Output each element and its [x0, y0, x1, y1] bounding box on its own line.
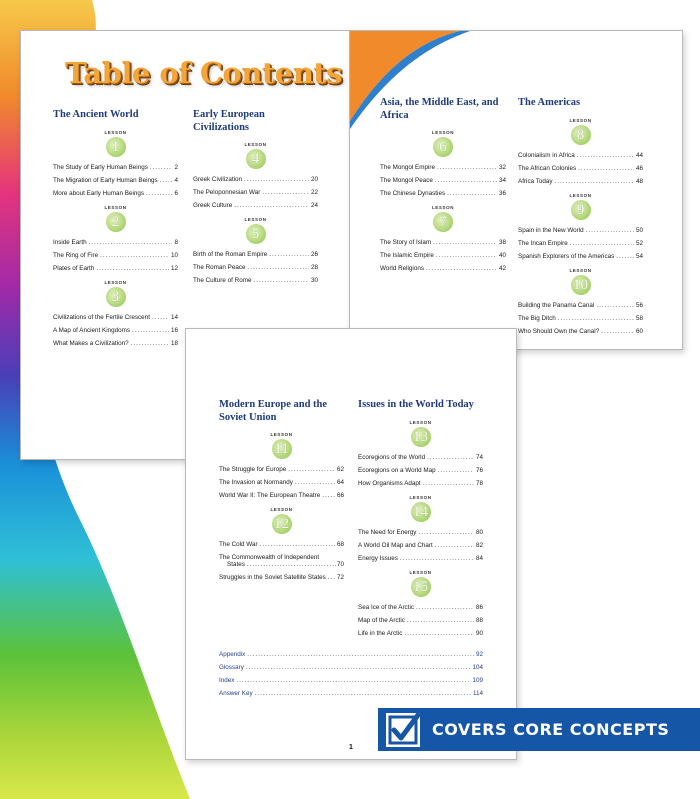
entry-title: Who Should Own the Canal? [518, 327, 600, 335]
entry-page: 32 [498, 164, 506, 172]
entry-page: 92 [475, 651, 483, 658]
entry-title: Glossary [219, 664, 244, 671]
toc-entry [193, 176, 318, 183]
entry-page: 14 [170, 313, 178, 321]
toc-entry [380, 190, 506, 197]
entry-title: Energy Issues [358, 554, 398, 562]
back-matter-entry [219, 677, 483, 684]
lesson-number-circle: 7 [433, 212, 453, 232]
toc-entry [193, 251, 318, 258]
lesson-number-circle: 11 [272, 439, 292, 459]
lesson-number-circle: 8 [571, 125, 591, 145]
entry-title: Appendix [219, 651, 246, 658]
dot-leader [434, 252, 497, 259]
entry-title: Birth of the Roman Empire [193, 251, 268, 259]
lesson-marker [219, 432, 344, 462]
toc-entry [518, 315, 643, 322]
lesson-label: LESSON [409, 419, 432, 425]
toc-entry [219, 479, 344, 486]
back-matter-list [219, 651, 483, 703]
entry-title: Spanish Explorers of the Americas [518, 252, 615, 260]
lesson-marker [358, 495, 483, 525]
unit-heading: The Ancient World [53, 109, 139, 120]
dot-leader [232, 202, 309, 209]
entry-page: 86 [475, 603, 483, 611]
toc-entry [358, 454, 483, 461]
toc-entry [380, 164, 506, 171]
entry-title: Greek Civilization [193, 176, 242, 184]
lesson-label: LESSON [244, 217, 267, 223]
entry-title: What Makes a Civilization? [53, 339, 129, 347]
entry-title: Answer Key [219, 690, 253, 697]
entry-title: The Invasion at Normandy [219, 479, 293, 487]
dot-leader [556, 315, 634, 322]
entry-title: Civilizations of the Fertile Crescent [53, 313, 150, 321]
entry-title: World War II: The European Theatre [219, 492, 321, 500]
entry-page: 4 [174, 176, 178, 184]
dot-leader [402, 630, 474, 637]
toc-entry [193, 277, 318, 284]
toc-entry [518, 152, 643, 159]
toc-entry [53, 252, 178, 259]
lesson-number-circle: 2 [106, 212, 126, 232]
page-number: 1 [349, 744, 353, 751]
lesson-marker [193, 142, 318, 172]
entry-title: The Incan Empire [518, 239, 568, 247]
dot-leader [568, 240, 634, 247]
dot-leader [576, 165, 634, 172]
dot-leader [158, 177, 173, 184]
entry-page: 46 [635, 164, 643, 172]
entry-title: The Chinese Dynasties [380, 190, 446, 198]
back-matter-entry [219, 651, 483, 658]
entry-title: The Roman Peace [193, 264, 246, 272]
toc-entry [219, 492, 344, 499]
lesson-marker [53, 280, 178, 310]
toc-entry [518, 302, 643, 309]
dot-leader [435, 164, 497, 171]
entry-page: 109 [472, 677, 483, 684]
entry-page: 84 [475, 554, 483, 562]
right-page [349, 30, 683, 350]
lesson-number-circle: 10 [571, 275, 591, 295]
lesson-number-circle: 12 [272, 514, 292, 534]
toc-entry [219, 554, 344, 568]
dot-leader [87, 239, 173, 246]
lesson-marker [518, 118, 643, 148]
page-title: Table of Contents [65, 56, 343, 90]
dot-leader [286, 466, 335, 473]
entry-title: Index [219, 677, 235, 684]
entry-page: 40 [498, 252, 506, 260]
dot-leader [267, 251, 309, 258]
entry-page: 54 [635, 252, 643, 260]
lesson-label: LESSON [431, 205, 455, 211]
entry-title: Inside Earth [53, 238, 87, 246]
toc-entry [358, 555, 483, 562]
lesson-label: LESSON [244, 142, 267, 148]
dot-leader [234, 677, 470, 684]
toc-entry [518, 227, 643, 234]
entry-page: 88 [475, 616, 483, 624]
lesson-label: LESSON [270, 507, 293, 513]
dot-leader [129, 340, 169, 347]
dot-leader [405, 617, 474, 624]
entry-title: A Map of Ancient Kingdoms [53, 326, 131, 334]
toc-entry [53, 314, 178, 321]
toc-entry [380, 265, 506, 272]
entry-title: Struggles in the Soviet Satellite States [219, 574, 326, 582]
entry-page: 104 [472, 664, 483, 671]
entry-page: 24 [310, 202, 318, 210]
toc-entry [358, 542, 483, 549]
lesson-label: LESSON [569, 192, 592, 198]
dot-leader [594, 302, 634, 309]
unit-heading: Issues in the World Today [358, 399, 474, 410]
badge-text: COVERS CORE CONCEPTS [432, 720, 670, 739]
entry-title-cont: States [227, 561, 245, 569]
entry-title: The Ring of Fire [53, 251, 99, 259]
lesson-number-circle: 4 [246, 149, 266, 169]
entry-page: 28 [310, 264, 318, 272]
entry-page: 44 [635, 151, 643, 159]
checkbox-icon [386, 713, 420, 747]
entry-page: 38 [498, 239, 506, 247]
dot-leader [260, 189, 309, 196]
toc-entry [380, 252, 506, 259]
entry-page: 30 [310, 277, 318, 285]
entry-page: 20 [310, 176, 318, 184]
lesson-label: LESSON [409, 569, 432, 575]
dot-leader [251, 277, 309, 284]
toc-entry [358, 604, 483, 611]
lesson-marker [53, 205, 178, 235]
lesson-marker [53, 130, 178, 160]
lesson-label: LESSON [104, 204, 127, 210]
entry-page: 22 [310, 189, 318, 197]
lesson-marker [518, 268, 643, 298]
dot-leader [599, 328, 634, 335]
lesson-number-circle: 9 [571, 200, 591, 220]
toc-entry [358, 529, 483, 536]
toc-entry [193, 264, 318, 271]
toc-entry [53, 190, 178, 197]
entry-title: Ecoregions on a World Map [358, 466, 436, 474]
toc-entry [518, 240, 643, 247]
toc-entry [53, 239, 178, 246]
entry-page: 58 [635, 314, 643, 322]
dot-leader [293, 479, 335, 486]
dot-leader [416, 529, 474, 536]
dot-leader [144, 190, 172, 197]
dot-leader [575, 152, 634, 159]
dot-leader [614, 253, 634, 260]
entry-page: 60 [635, 327, 643, 335]
entry-page: 56 [635, 301, 643, 309]
dot-leader [433, 177, 497, 184]
toc-entry [219, 541, 344, 548]
dot-leader [94, 265, 169, 272]
entry-page: 34 [498, 177, 506, 185]
entry-title: The African Colonies [518, 164, 577, 172]
toc-entry [358, 630, 483, 637]
entry-continuation [219, 561, 344, 568]
entry-title: The Need for Energy [358, 528, 417, 536]
toc-entry [53, 265, 178, 272]
entry-title: Life in the Arctic [358, 629, 403, 637]
entry-page: 76 [475, 466, 483, 474]
toc-entry [53, 327, 178, 334]
entry-page: 18 [170, 339, 178, 347]
dot-leader [326, 574, 335, 581]
dot-leader [246, 264, 309, 271]
dot-leader [98, 252, 169, 259]
entry-page: 36 [498, 190, 506, 198]
entry-page: 90 [475, 629, 483, 637]
dot-leader [445, 190, 497, 197]
lesson-label: LESSON [104, 279, 127, 285]
entry-page: 64 [336, 479, 344, 487]
entry-page: 82 [475, 541, 483, 549]
dot-leader [245, 561, 337, 568]
entry-title: The Migration of Early Human Beings [53, 176, 158, 184]
lesson-number-circle: 14 [411, 502, 431, 522]
lesson-number-circle: 5 [246, 224, 266, 244]
toc-entry [53, 164, 178, 171]
entry-title: A World Oil Map and Chart [358, 541, 433, 549]
dot-leader [253, 690, 471, 697]
unit-column [380, 97, 506, 278]
entry-title: The Study of Early Human Beings [53, 163, 148, 171]
unit-column [219, 399, 344, 587]
entry-page: 66 [336, 492, 344, 500]
entry-page: 8 [174, 238, 178, 246]
unit-heading: Asia, the Middle East, and Africa [380, 97, 499, 121]
lesson-marker [518, 193, 643, 223]
entry-page: 72 [336, 574, 344, 582]
dot-leader [320, 492, 335, 499]
entry-page: 52 [635, 239, 643, 247]
entry-title: Building the Panama Canal [518, 301, 595, 309]
toc-entry [518, 328, 643, 335]
back-matter-entry [219, 664, 483, 671]
dot-leader [424, 265, 497, 272]
entry-title: Map of the Arctic [358, 616, 405, 624]
toc-entry [53, 340, 178, 347]
entry-title: The Struggle for Europe [219, 466, 287, 474]
entry-title: The Story of Islam [380, 239, 432, 247]
toc-entry [518, 178, 643, 185]
dot-leader [242, 176, 309, 183]
entry-page: 2 [174, 163, 178, 171]
entry-title: The Commonwealth of Independent [219, 554, 320, 562]
toc-entry [518, 165, 643, 172]
entry-page: 50 [635, 226, 643, 234]
lesson-number-circle: 15 [411, 577, 431, 597]
entry-page: 70 [336, 561, 344, 569]
toc-entry [193, 189, 318, 196]
entry-title: Sea Ice of the Arctic [358, 603, 415, 611]
dot-leader [398, 555, 474, 562]
dot-leader [245, 651, 474, 658]
back-matter-entry [219, 690, 483, 697]
toc-entry [380, 177, 506, 184]
lesson-label: LESSON [104, 129, 127, 135]
toc-entry [358, 467, 483, 474]
entry-title: Plates of Earth [53, 264, 95, 272]
entry-page: 10 [170, 251, 178, 259]
unit-heading: Early European Civilizations [193, 109, 265, 133]
entry-title: The Culture of Rome [193, 277, 252, 285]
entry-title: World Religions [380, 265, 424, 273]
entry-title: The Mongol Empire [380, 164, 435, 172]
entry-title: How Organisms Adapt [358, 479, 421, 487]
lesson-label: LESSON [569, 267, 592, 273]
entry-page: 42 [498, 265, 506, 273]
entry-title: The Cold War [219, 541, 258, 549]
lesson-label: LESSON [270, 432, 293, 438]
toc-entry [358, 480, 483, 487]
entry-page: 114 [472, 690, 483, 697]
entry-title: Spain in the New World [518, 226, 584, 234]
dot-leader [431, 239, 497, 246]
dot-leader [414, 604, 474, 611]
dot-leader [130, 327, 169, 334]
lesson-marker [358, 420, 483, 450]
lesson-label: LESSON [569, 117, 592, 123]
toc-entry [358, 617, 483, 624]
dot-leader [258, 541, 335, 548]
entry-title: Greek Culture [193, 202, 233, 210]
lesson-marker [380, 130, 506, 160]
lesson-number-circle: 3 [106, 287, 126, 307]
unit-column [53, 109, 178, 353]
covers-core-concepts-badge [378, 708, 700, 751]
dot-leader [148, 164, 173, 171]
entry-page: 12 [170, 264, 178, 272]
dot-leader [436, 467, 474, 474]
entry-page: 68 [336, 541, 344, 549]
dot-leader [244, 664, 471, 671]
entry-page: 26 [310, 251, 318, 259]
lesson-number-circle: 13 [411, 427, 431, 447]
entry-title: Ecoregions of the World [358, 453, 426, 461]
lesson-label: LESSON [431, 130, 455, 136]
unit-column [518, 97, 643, 341]
unit-column [358, 399, 483, 643]
dot-leader [553, 178, 634, 185]
toc-entry [219, 574, 344, 581]
entry-title: The Big Ditch [518, 314, 556, 322]
lesson-number-circle: 1 [106, 137, 126, 157]
entry-page: 62 [336, 466, 344, 474]
entry-page: 6 [174, 189, 178, 197]
unit-column [193, 109, 318, 290]
dot-leader [421, 480, 474, 487]
toc-entry [53, 177, 178, 184]
lesson-number-circle: 6 [433, 137, 453, 157]
unit-heading: The Americas [518, 97, 581, 108]
toc-entry [380, 239, 506, 246]
entry-page: 74 [475, 453, 483, 461]
lesson-marker [380, 205, 506, 235]
dot-leader [425, 454, 474, 461]
unit-heading: Modern Europe and the Soviet Union [219, 399, 328, 423]
entry-page: 48 [635, 177, 643, 185]
dot-leader [433, 542, 474, 549]
dot-leader [584, 227, 634, 234]
entry-title: Colonialism in Africa [518, 151, 575, 159]
entry-page: 16 [170, 326, 178, 334]
toc-entry [193, 202, 318, 209]
entry-title: The Peloponnesian War [193, 189, 261, 197]
lesson-marker [219, 507, 344, 537]
front-page [185, 328, 517, 760]
entry-title: The Islamic Empire [380, 252, 434, 260]
entry-title: Africa Today [518, 177, 553, 185]
entry-page: 78 [475, 479, 483, 487]
lesson-marker [358, 570, 483, 600]
lesson-label: LESSON [409, 494, 432, 500]
toc-entry [518, 253, 643, 260]
lesson-marker [193, 217, 318, 247]
toc-entry [219, 466, 344, 473]
dot-leader [150, 314, 169, 321]
entry-page: 80 [475, 528, 483, 536]
entry-title: More about Early Human Beings [53, 189, 145, 197]
entry-title: The Mongol Peace [380, 177, 433, 185]
